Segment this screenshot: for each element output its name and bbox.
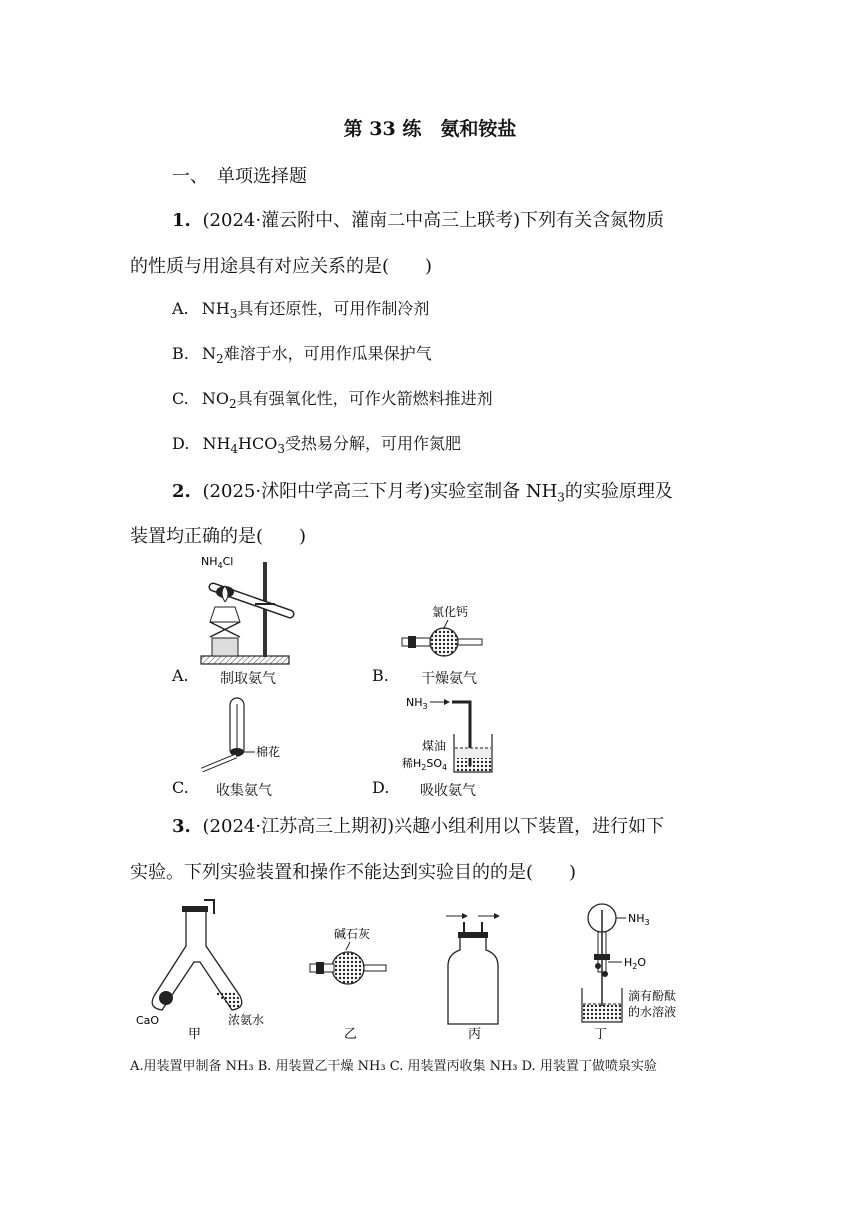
q2-figure-b-letter[interactable]: B. [372, 666, 389, 685]
section-heading: 一、 单项选择题 [172, 166, 307, 187]
q2-figure-b-caption: 干燥氨气 [421, 671, 477, 687]
q3-ding-nh3-label: $NH_3$ [628, 912, 650, 927]
q2-figure-a-letter[interactable]: A. [172, 666, 189, 685]
q2-figure-d [400, 692, 500, 776]
page-title: 第 33 练 氨和铵盐 [343, 118, 517, 140]
q2-figure-a-label: $NH_4Cl$ [201, 555, 234, 570]
q3-line2: 实验。下列实验装置和操作不能达到实验目的的是( ) [130, 862, 577, 883]
q2-figure-a-caption: 制取氨气 [220, 671, 276, 687]
q2-figure-d-letter[interactable]: D. [372, 778, 390, 797]
q2-figure-b-label: 氯化钙 [432, 605, 469, 619]
q1-option-d[interactable]: D. $NH_4HCO_3$受热易分解，可用作氮肥 [172, 434, 461, 457]
q3-ding-solution-label1: 滴有酚酞 [628, 989, 677, 1003]
q3-yi-label: 碱石灰 [334, 927, 371, 941]
q2-figure-b [398, 602, 488, 666]
q2-figure-d-oil-label: 煤油 [422, 739, 447, 753]
q3-figure-ding [574, 900, 714, 1040]
q2-figure-d-caption: 吸收氨气 [420, 783, 476, 799]
q1-number: 1. [172, 210, 191, 231]
q2-figure-c-letter[interactable]: C. [172, 778, 189, 797]
q1-line2: 的性质与用途具有对应关系的是( ) [130, 256, 433, 277]
q2-number: 2. [172, 481, 191, 502]
q2-figure-a [195, 552, 305, 670]
q3-number: 3. [172, 816, 191, 837]
q2-figure-d-nh3-label: $NH_3$ [406, 696, 428, 711]
q3-ding-solution-label2: 的水溶液 [628, 1005, 677, 1019]
q3-ding-h2o-label: $H_2O$ [624, 956, 647, 971]
q2-line1: 2. (2025·沭阳中学高三下月考)实验室制备 $NH_3$的实验原理及 [172, 481, 673, 505]
q3-jia-ammonia-label: 浓氨水 [228, 1013, 265, 1027]
q3-yi-caption: 乙 [344, 1027, 358, 1042]
q3-figure-yi [306, 924, 396, 1042]
q2-figure-c-caption: 收集氨气 [216, 783, 272, 799]
q1-option-b[interactable]: B. $N_2$难溶于水，可用作瓜果保护气 [172, 344, 432, 367]
q1-option-c[interactable]: C. $NO_2$具有强氧化性，可作火箭燃料推进剂 [172, 389, 493, 412]
q1-line1 [172, 206, 664, 232]
q3-ding-caption: 丁 [594, 1027, 608, 1042]
q2-line2: 装置均正确的是( ) [130, 526, 307, 547]
q2-figure-c [198, 694, 298, 774]
q3-figure-bing [440, 910, 510, 1042]
q1-text1: (2024·灌云附中、灌南二中高三上联考)下列有关含氮物质 [202, 210, 665, 231]
q3-answer-options[interactable]: A.用装置甲制备 NH₃ B. 用装置乙干燥 NH₃ C. 用装置丙收集 NH₃ D. 用装置丁做喷泉实验 [130, 1059, 657, 1074]
q3-bing-caption: 丙 [468, 1027, 482, 1042]
q2-figure-c-label: 棉花 [256, 745, 281, 759]
q1-option-a[interactable]: A. $NH_3$具有还原性，可用作制冷剂 [172, 299, 430, 322]
q3-line1: 3. (2024·江苏高三上期初)兴趣小组利用以下装置，进行如下 [172, 816, 665, 837]
q3-jia-caption: 甲 [188, 1027, 202, 1042]
q2-figure-d-acid-label: 稀$H_2SO_4$ [402, 757, 448, 772]
q3-jia-cao-label: CaO [136, 1014, 160, 1027]
q3-figure-jia [136, 896, 266, 1042]
